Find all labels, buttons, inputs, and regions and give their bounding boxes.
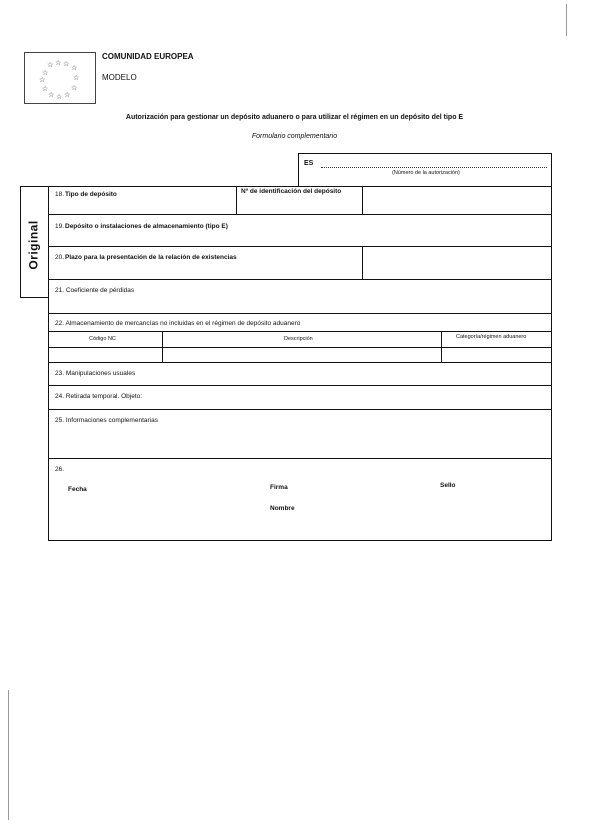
col-nc-code-header: Código NC [89,336,116,342]
row21-bottom [48,313,552,314]
date-field[interactable] [55,495,205,509]
category-cell[interactable] [443,349,549,361]
deposit-id-label: Nº de identificación del depósito [241,188,342,195]
storage-facilities-field[interactable] [55,232,545,244]
model-label: MODELO [102,73,137,82]
authorization-number-field[interactable] [321,161,547,168]
row18-divider-2 [362,186,363,214]
col-description-header: Descripción [284,336,313,342]
form-left-border [48,186,49,541]
row22-header-top [48,331,552,332]
svg-text:☆: ☆ [42,85,49,93]
auth-box-right-border [551,153,552,187]
row18-divider-1 [236,186,237,214]
community-label: COMUNIDAD EUROPEA [102,52,194,61]
scan-edge-mark-bottom [8,690,9,820]
row19-bottom [48,246,552,247]
svg-text:☆: ☆ [55,59,62,67]
row25-bottom [48,458,552,459]
svg-text:☆: ☆ [71,64,78,72]
field-25-additional-info-label: 25. Informaciones complementarias [55,417,158,424]
form-right-border [551,186,552,541]
country-code: ES [304,160,314,167]
description-cell[interactable] [164,349,439,361]
row18-bottom [48,214,552,215]
form-bottom-border [48,540,552,541]
signature-label: Firma [270,484,288,491]
stamp-label: Sello [440,482,456,489]
date-label: Fecha [68,486,87,493]
field-23-usual-handling-label: 23. Manipulaciones usuales [55,370,136,377]
row22-bottom [48,362,552,363]
row20-divider [362,246,363,279]
svg-text:☆: ☆ [63,60,70,68]
nc-code-cell[interactable] [50,349,160,361]
auth-box-top-border [298,153,552,154]
svg-text:☆: ☆ [39,76,46,84]
svg-text:☆: ☆ [73,74,80,82]
field-18-deposit-type-label: Tipo de depósito [65,191,117,198]
side-tab-top [20,186,48,187]
stamp-area[interactable] [420,492,545,532]
deposit-type-field[interactable] [55,200,233,212]
name-label: Nombre [270,505,295,512]
row22-header-bottom [48,347,552,348]
field-20-number: 20. [55,254,65,261]
row24-bottom [48,409,552,410]
field-19-storage-label: Depósito o instalaciones de almacenamiento (tipo E) [65,223,228,230]
loss-coefficient-field[interactable] [55,297,545,309]
deposit-id-field[interactable] [365,190,549,212]
field-18-number: 18. [55,191,65,198]
name-field[interactable] [230,515,370,529]
field-21-loss-coefficient-label: 21. Coeficiente de pérdidas [55,287,135,294]
additional-info-field[interactable] [55,428,545,454]
field-20-deadline-label: Plazo para la presentación de la relación de existencias [65,254,237,261]
eu-flag-icon [24,52,96,104]
col-category-header: Categoría/régimen aduanero [456,334,527,340]
svg-text:☆: ☆ [56,93,63,101]
inventory-deadline-field[interactable] [365,249,549,277]
svg-text:☆: ☆ [71,84,78,92]
svg-text:☆: ☆ [47,61,54,69]
row20-bottom [48,279,552,280]
auth-box-left-border [298,153,299,187]
svg-text:☆: ☆ [64,91,71,99]
svg-text:☆: ☆ [42,69,49,77]
field-24-temporary-removal-label: 24. Retirada temporal. Objeto: [55,393,143,400]
field-26-number: 26. [55,466,65,473]
field-22-non-customs-storage-label: 22. Almacenamiento de mercancías no incluidas en el régimen de depósito aduanero [55,320,301,327]
document-subtitle: Formulario complementario [251,133,338,140]
row23-bottom [48,385,552,386]
field-19-number: 19. [55,223,65,230]
form-top-border [48,186,552,187]
scan-edge-mark-top [566,4,567,36]
svg-text:☆: ☆ [48,91,55,99]
signature-field[interactable] [230,493,370,503]
original-side-label: Original [27,220,41,270]
authorization-number-caption: (Número de la autorización) [392,170,460,176]
document-title: Autorización para gestionar un depósito aduanero o para utilizar el régimen en un depósito del tipo E [125,114,464,121]
